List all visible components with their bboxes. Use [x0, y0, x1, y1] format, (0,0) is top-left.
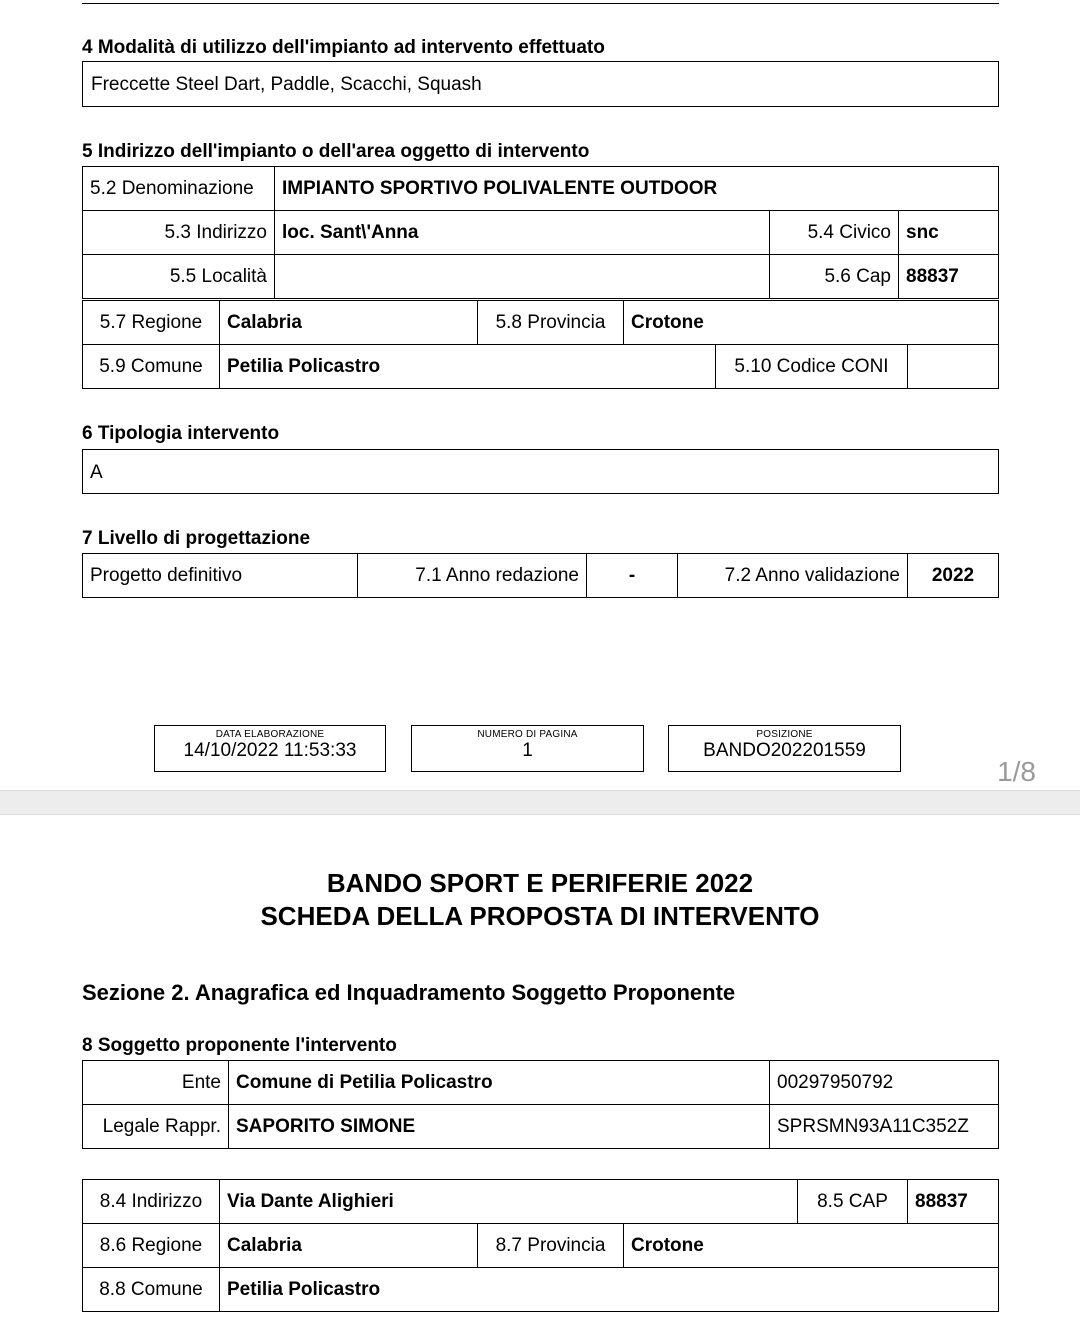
regione-value: Calabria	[220, 301, 478, 345]
previous-table-bottom-border	[82, 0, 999, 4]
indirizzo-label: 5.3 Indirizzo	[83, 211, 275, 255]
civico-label: 5.4 Civico	[770, 211, 899, 255]
section-6-title: 6 Tipologia intervento	[82, 423, 280, 444]
provincia-value: Crotone	[624, 301, 999, 345]
ente-value: Comune di Petilia Policastro	[229, 1061, 770, 1105]
section-6-box	[82, 449, 999, 494]
indirizzo-8-value: Via Dante Alighieri	[220, 1180, 798, 1224]
section-7-row	[82, 553, 999, 598]
comune-value: Petilia Policastro	[220, 345, 716, 389]
cap-8-value: 88837	[908, 1180, 999, 1224]
ente-label: Ente	[83, 1061, 229, 1105]
livello-value: Progetto definitivo	[83, 554, 358, 598]
legale-label: Legale Rappr.	[83, 1105, 229, 1149]
provincia-label: 5.8 Provincia	[478, 301, 624, 345]
comune-label: 5.9 Comune	[83, 345, 220, 389]
coni-value	[908, 345, 999, 389]
ente-code: 00297950792	[770, 1061, 999, 1105]
section-4-box	[82, 61, 999, 107]
anno-validazione-value: 2022	[908, 554, 999, 598]
footer-data-label: DATA ELABORAZIONE	[215, 729, 325, 740]
footer-pagina-value: 1	[522, 740, 533, 761]
section-6-value: A	[90, 462, 103, 483]
denominazione-label: 5.2 Denominazione	[83, 167, 275, 211]
civico-value: snc	[899, 211, 999, 255]
localita-label: 5.5 Località	[83, 255, 275, 299]
anno-validazione-label: 7.2 Anno validazione	[678, 554, 908, 598]
regione-label: 5.7 Regione	[83, 301, 220, 345]
comune-8-value: Petilia Policastro	[220, 1268, 999, 1312]
footer-data-elaborazione	[154, 725, 386, 772]
section-4-value: Freccette Steel Dart, Paddle, Scacchi, Squash	[91, 74, 482, 95]
anno-redazione-value: -	[587, 554, 678, 598]
section-5-title: 5 Indirizzo dell'impianto o dell'area oggetto di intervento	[82, 141, 590, 162]
page-separator	[0, 790, 1080, 815]
section-8-row-comune	[82, 1267, 999, 1312]
section-5-row-regione	[82, 300, 999, 345]
footer-numero-pagina	[411, 725, 644, 772]
section-7-title: 7 Livello di progettazione	[82, 528, 311, 549]
denominazione-value: IMPIANTO SPORTIVO POLIVALENTE OUTDOOR	[275, 167, 999, 211]
footer-posizione	[668, 725, 901, 772]
section-8-row-indirizzo	[82, 1179, 999, 1224]
regione-8-value: Calabria	[220, 1224, 478, 1268]
indirizzo-8-label: 8.4 Indirizzo	[83, 1180, 220, 1224]
cap-label: 5.6 Cap	[770, 255, 899, 299]
footer-data-value: 14/10/2022 11:53:33	[183, 740, 357, 761]
anno-redazione-label: 7.1 Anno redazione	[358, 554, 587, 598]
legale-value: SAPORITO SIMONE	[229, 1105, 770, 1149]
regione-8-label: 8.6 Regione	[83, 1224, 220, 1268]
section-5-row-comune	[82, 344, 999, 389]
indirizzo-value: loc. Sant\'Anna	[275, 211, 770, 255]
footer-posizione-label: POSIZIONE	[756, 729, 813, 740]
provincia-8-value: Crotone	[624, 1224, 999, 1268]
page-2-title-line1: BANDO SPORT E PERIFERIE 2022	[326, 868, 754, 898]
cap-8-label: 8.5 CAP	[798, 1180, 908, 1224]
legale-code: SPRSMN93A11C352Z	[770, 1105, 999, 1149]
section-5-rows-indirizzo	[82, 210, 999, 299]
section-8-title: 8 Soggetto proponente l'intervento	[82, 1035, 397, 1056]
section-2-heading: Sezione 2. Anagrafica ed Inquadramento Soggetto Proponente	[82, 980, 736, 1005]
section-8-ente-table	[82, 1060, 999, 1149]
localita-value	[275, 255, 770, 299]
section-8-row-regione	[82, 1223, 999, 1268]
section-4-title: 4 Modalità di utilizzo dell'impianto ad intervento effettuato	[82, 37, 605, 58]
comune-8-label: 8.8 Comune	[83, 1268, 220, 1312]
cap-value: 88837	[899, 255, 999, 299]
page-2-title-line2: SCHEDA DELLA PROPOSTA DI INTERVENTO	[260, 901, 820, 931]
page-indicator: 1/8	[997, 756, 1036, 787]
footer-pagina-label: NUMERO DI PAGINA	[477, 729, 578, 740]
coni-label: 5.10 Codice CONI	[716, 345, 908, 389]
section-5-row-denominazione	[82, 166, 999, 211]
provincia-8-label: 8.7 Provincia	[478, 1224, 624, 1268]
footer-posizione-value: BANDO202201559	[703, 740, 866, 761]
